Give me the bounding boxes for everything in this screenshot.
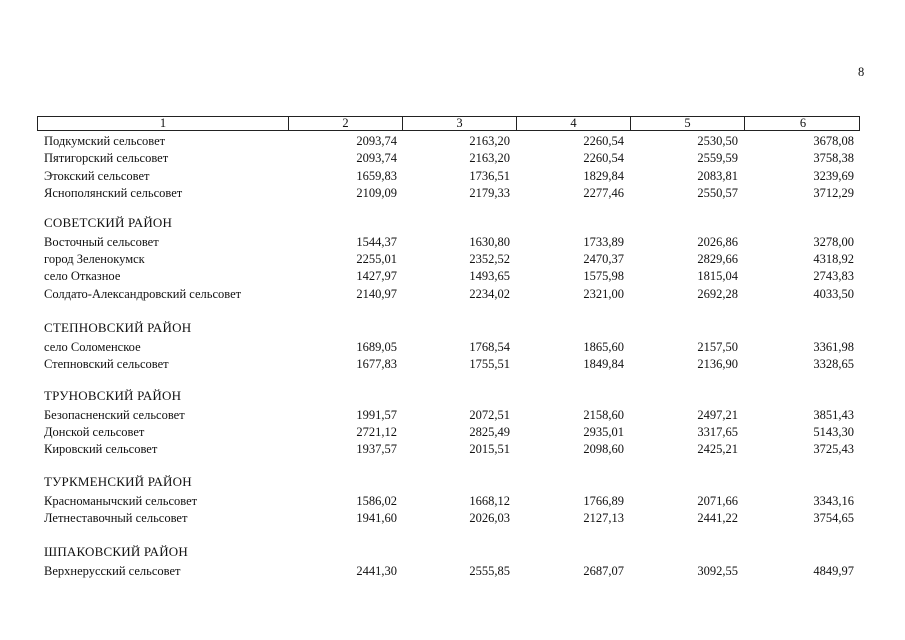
header-cell-2: 2 xyxy=(288,117,402,130)
row-value-col-3: 2026,03 xyxy=(469,510,510,525)
row-value-col-5: 2026,86 xyxy=(697,234,738,249)
row-value-col-6: 3239,69 xyxy=(813,168,854,183)
row-value-col-3: 2352,52 xyxy=(469,251,510,266)
row-value-col-2: 1544,37 xyxy=(356,234,397,249)
row-value-col-6: 3725,43 xyxy=(813,442,854,457)
row-value-col-2: 2109,09 xyxy=(356,186,397,201)
row-value-col-4: 2260,54 xyxy=(583,134,624,148)
row-value-col-5: 3317,65 xyxy=(697,424,738,439)
row-name: город Зеленокумск xyxy=(44,251,145,266)
row-value-col-4: 2098,60 xyxy=(583,442,624,457)
table-row xyxy=(0,185,905,202)
row-name: Летнеставочный сельсовет xyxy=(44,510,188,525)
district-title: СТЕПНОВСКИЙ РАЙОН xyxy=(44,320,192,335)
row-value-col-4: 2935,01 xyxy=(583,424,624,439)
row-value-col-5: 2559,59 xyxy=(697,151,738,166)
row-value-col-2: 1586,02 xyxy=(356,493,397,508)
row-name: Красноманычский сельсовет xyxy=(44,493,198,508)
row-value-col-3: 1668,12 xyxy=(469,493,510,508)
row-value-col-2: 1427,97 xyxy=(356,269,397,284)
row-value-col-3: 2163,20 xyxy=(469,134,510,148)
row-value-col-2: 2721,12 xyxy=(356,424,397,439)
row-name: Яснополянский сельсовет xyxy=(44,186,183,201)
table-row xyxy=(0,286,905,303)
row-name: Этокский сельсовет xyxy=(44,168,150,183)
row-value-col-4: 1829,84 xyxy=(583,168,624,183)
row-value-col-3: 1630,80 xyxy=(469,234,510,249)
table-row xyxy=(0,150,905,167)
row-value-col-2: 2140,97 xyxy=(356,286,397,301)
row-value-col-3: 1768,54 xyxy=(469,339,510,354)
row-value-col-5: 2157,50 xyxy=(697,339,738,354)
row-value-col-4: 1733,89 xyxy=(583,234,624,249)
row-value-col-6: 3343,16 xyxy=(813,493,854,508)
row-value-col-5: 2136,90 xyxy=(697,356,738,371)
row-value-col-3: 2072,51 xyxy=(469,407,510,422)
table-header xyxy=(37,116,860,131)
table-row xyxy=(0,339,905,356)
row-value-col-6: 3678,08 xyxy=(813,134,854,148)
row-value-col-3: 1493,65 xyxy=(469,269,510,284)
header-cell-3: 3 xyxy=(402,117,516,130)
row-value-col-5: 2083,81 xyxy=(697,168,738,183)
row-name: Донской сельсовет xyxy=(44,424,145,439)
table-row xyxy=(0,133,905,150)
header-cell-4: 4 xyxy=(516,117,630,130)
row-value-col-2: 2441,30 xyxy=(356,563,397,578)
table-row xyxy=(0,268,905,285)
row-value-col-6: 4849,97 xyxy=(813,563,854,578)
table-row xyxy=(0,234,905,251)
row-value-col-4: 2260,54 xyxy=(583,151,624,166)
row-value-col-6: 3278,00 xyxy=(813,234,854,249)
row-name: Кировский сельсовет xyxy=(44,442,158,457)
district-title: СОВЕТСКИЙ РАЙОН xyxy=(44,215,173,230)
row-value-col-4: 1849,84 xyxy=(583,356,624,371)
row-value-col-6: 4033,50 xyxy=(813,286,854,301)
row-value-col-5: 2692,28 xyxy=(697,286,738,301)
row-value-col-3: 2825,49 xyxy=(469,424,510,439)
row-name: село Соломенское xyxy=(44,339,141,354)
row-value-col-4: 2127,13 xyxy=(583,510,624,525)
row-value-col-2: 1937,57 xyxy=(356,442,397,457)
row-value-col-5: 1815,04 xyxy=(697,269,738,284)
row-value-col-3: 2163,20 xyxy=(469,151,510,166)
row-value-col-4: 2277,46 xyxy=(583,186,624,201)
row-value-col-5: 2441,22 xyxy=(697,510,738,525)
row-value-col-4: 2321,00 xyxy=(583,286,624,301)
row-value-col-6: 4318,92 xyxy=(813,251,854,266)
row-value-col-5: 2071,66 xyxy=(697,493,738,508)
table-row xyxy=(0,168,905,185)
district-title: ШПАКОВСКИЙ РАЙОН xyxy=(44,544,188,559)
row-value-col-5: 2425,21 xyxy=(697,442,738,457)
table-row xyxy=(0,407,905,424)
row-value-col-2: 2093,74 xyxy=(356,134,397,148)
row-name: Подкумский сельсовет xyxy=(44,134,166,148)
header-cell-6: 6 xyxy=(744,117,861,130)
row-value-col-2: 1991,57 xyxy=(356,407,397,422)
row-value-col-2: 1677,83 xyxy=(356,356,397,371)
row-value-col-6: 3328,65 xyxy=(813,356,854,371)
row-value-col-4: 1766,89 xyxy=(583,493,624,508)
table-row xyxy=(0,563,905,580)
row-value-col-6: 3754,65 xyxy=(813,510,854,525)
row-value-col-4: 2158,60 xyxy=(583,407,624,422)
table-row xyxy=(0,493,905,510)
table-row xyxy=(0,251,905,268)
row-value-col-6: 3361,98 xyxy=(813,339,854,354)
row-name: Солдато-Александровский сельсовет xyxy=(44,286,242,301)
row-name: Верхнерусский сельсовет xyxy=(44,563,181,578)
row-value-col-2: 2255,01 xyxy=(356,251,397,266)
row-value-col-2: 1941,60 xyxy=(356,510,397,525)
row-value-col-4: 2687,07 xyxy=(583,563,624,578)
row-value-col-3: 2179,33 xyxy=(469,186,510,201)
table-row xyxy=(0,424,905,441)
row-name: село Отказное xyxy=(44,269,121,284)
row-value-col-5: 2530,50 xyxy=(697,134,738,148)
row-name: Безопасненский сельсовет xyxy=(44,407,185,422)
row-value-col-6: 5143,30 xyxy=(813,424,854,439)
row-value-col-2: 1689,05 xyxy=(356,339,397,354)
row-value-col-6: 3851,43 xyxy=(813,407,854,422)
table-row xyxy=(0,441,905,458)
row-name: Пятигорский сельсовет xyxy=(44,151,169,166)
row-value-col-2: 1659,83 xyxy=(356,168,397,183)
row-value-col-4: 1575,98 xyxy=(583,269,624,284)
row-value-col-6: 2743,83 xyxy=(813,269,854,284)
row-name: Степновский сельсовет xyxy=(44,356,169,371)
row-value-col-6: 3758,38 xyxy=(813,151,854,166)
header-cell-5: 5 xyxy=(630,117,744,130)
page-number: 8 xyxy=(858,65,865,79)
row-value-col-6: 3712,29 xyxy=(813,186,854,201)
table-row xyxy=(0,510,905,527)
row-value-col-5: 3092,55 xyxy=(697,563,738,578)
row-value-col-3: 1736,51 xyxy=(469,168,510,183)
row-value-col-3: 1755,51 xyxy=(469,356,510,371)
row-value-col-5: 2550,57 xyxy=(697,186,738,201)
row-value-col-4: 2470,37 xyxy=(583,251,624,266)
row-value-col-3: 2234,02 xyxy=(469,286,510,301)
row-value-col-5: 2829,66 xyxy=(697,251,738,266)
row-value-col-5: 2497,21 xyxy=(697,407,738,422)
table-row xyxy=(0,356,905,373)
header-cell-1: 1 xyxy=(159,116,167,130)
row-value-col-4: 1865,60 xyxy=(583,339,624,354)
row-name: Восточный сельсовет xyxy=(44,234,159,249)
district-title: ТУРКМЕНСКИЙ РАЙОН xyxy=(44,474,192,489)
district-title: ТРУНОВСКИЙ РАЙОН xyxy=(44,388,182,403)
row-value-col-3: 2555,85 xyxy=(469,563,510,578)
row-value-col-2: 2093,74 xyxy=(356,151,397,166)
row-value-col-3: 2015,51 xyxy=(469,442,510,457)
